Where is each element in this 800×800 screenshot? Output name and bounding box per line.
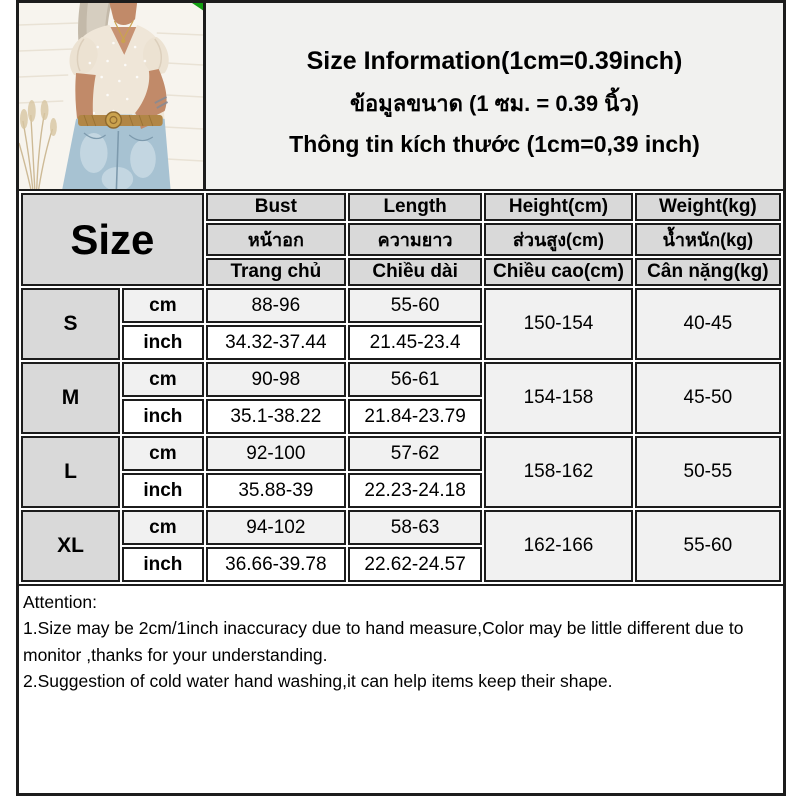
model-illustration xyxy=(19,3,203,189)
bust-inch-m: 35.1-38.22 xyxy=(206,399,346,434)
header-row xyxy=(19,3,783,191)
bust-inch-s: 34.32-37.44 xyxy=(206,325,346,360)
length-cm-l: 57-62 xyxy=(348,436,482,471)
length-inch-s: 21.45-23.4 xyxy=(348,325,482,360)
unit-inch: inch xyxy=(122,399,204,434)
size-cell-m: M xyxy=(21,362,120,434)
weight-xl: 55-60 xyxy=(635,510,781,582)
bust-inch-l: 35.88-39 xyxy=(206,473,346,508)
size-table-wrap xyxy=(19,191,783,584)
length-inch-xl: 22.62-24.57 xyxy=(348,547,482,582)
product-photo xyxy=(19,3,206,189)
weight-s: 40-45 xyxy=(635,288,781,360)
title-block xyxy=(206,3,783,189)
weight-l: 50-55 xyxy=(635,436,781,508)
length-cm-m: 56-61 xyxy=(348,362,482,397)
size-cell-s: S xyxy=(21,288,120,360)
col-weight-th: น้ำหนัก(kg) xyxy=(635,223,781,256)
col-length-en: Length xyxy=(348,193,482,221)
length-inch-l: 22.23-24.18 xyxy=(348,473,482,508)
length-cm-s: 55-60 xyxy=(348,288,482,323)
height-m: 154-158 xyxy=(484,362,632,434)
title-english: Size Information(1cm=0.39inch) xyxy=(306,46,683,75)
unit-cm: cm xyxy=(122,362,204,397)
unit-cm: cm xyxy=(122,510,204,545)
size-table xyxy=(19,191,783,584)
size-header: Size xyxy=(21,193,204,286)
col-height-en: Height(cm) xyxy=(484,193,632,221)
weight-m: 45-50 xyxy=(635,362,781,434)
col-bust-vi: Trang chủ xyxy=(206,258,346,286)
bust-cm-xl: 94-102 xyxy=(206,510,346,545)
col-bust-en: Bust xyxy=(206,193,346,221)
attention-heading: Attention: xyxy=(23,592,97,612)
attention-line-1: 1.Size may be 2cm/1inch inaccuracy due to hand measure,Color may be little different due to monitor ,thanks for your understanding. xyxy=(23,618,744,665)
title-thai: ข้อมูลขนาด (1 ซม. = 0.39 นิ้ว) xyxy=(349,90,639,116)
unit-cm: cm xyxy=(122,436,204,471)
unit-inch: inch xyxy=(122,473,204,508)
bust-cm-m: 90-98 xyxy=(206,362,346,397)
col-bust-th: หน้าอก xyxy=(206,223,346,256)
col-height-vi: Chiều cao(cm) xyxy=(484,258,632,286)
height-xl: 162-166 xyxy=(484,510,632,582)
col-weight-en: Weight(kg) xyxy=(635,193,781,221)
col-weight-vi: Cân nặng(kg) xyxy=(635,258,781,286)
col-length-vi: Chiều dài xyxy=(348,258,482,286)
title-vietnamese: Thông tin kích thước (1cm=0,39 inch) xyxy=(289,130,700,157)
attention-line-2: 2.Suggestion of cold water hand washing,it can help items keep their shape. xyxy=(23,670,613,691)
attention-notes xyxy=(19,584,783,793)
height-s: 150-154 xyxy=(484,288,632,360)
col-height-th: ส่วนสูง(cm) xyxy=(484,223,632,256)
size-cell-l: L xyxy=(21,436,120,508)
length-cm-xl: 58-63 xyxy=(348,510,482,545)
unit-inch: inch xyxy=(122,547,204,582)
length-inch-m: 21.84-23.79 xyxy=(348,399,482,434)
col-length-th: ความยาว xyxy=(348,223,482,256)
bust-inch-xl: 36.66-39.78 xyxy=(206,547,346,582)
height-l: 158-162 xyxy=(484,436,632,508)
size-chart-sheet xyxy=(16,0,786,796)
unit-cm: cm xyxy=(122,288,204,323)
unit-inch: inch xyxy=(122,325,204,360)
size-cell-xl: XL xyxy=(21,510,120,582)
bust-cm-l: 92-100 xyxy=(206,436,346,471)
bust-cm-s: 88-96 xyxy=(206,288,346,323)
